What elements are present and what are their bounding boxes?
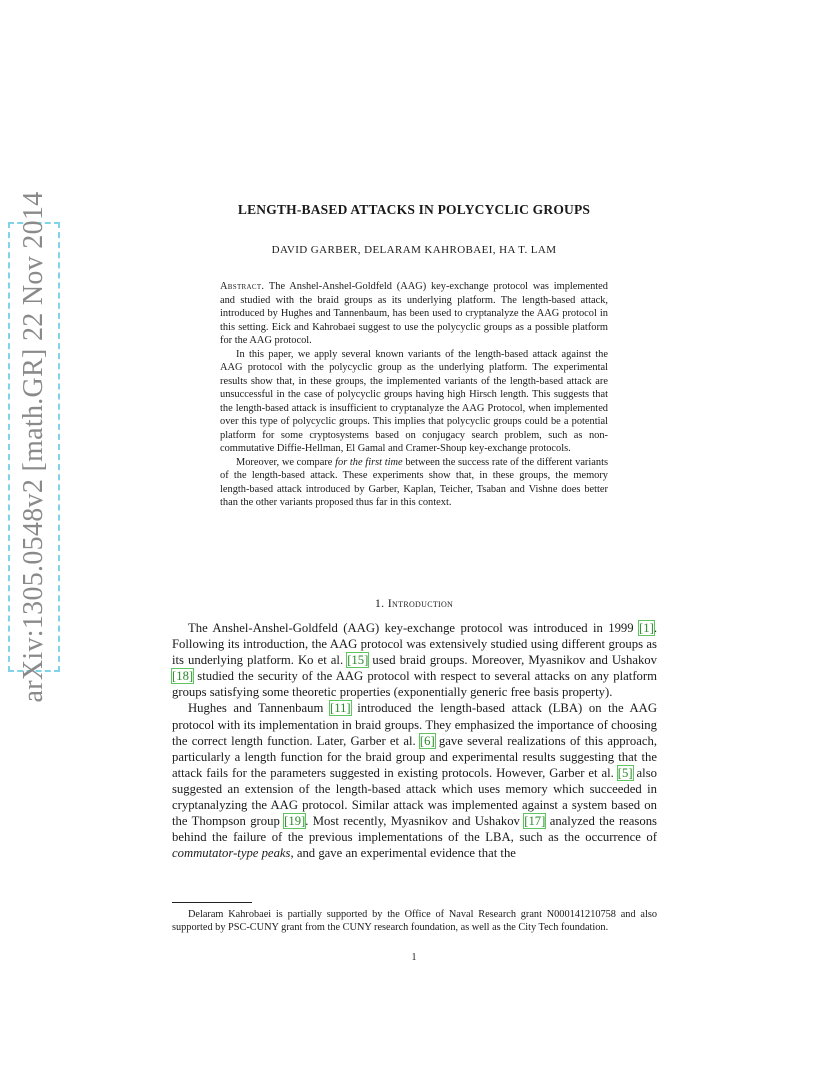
emphasis-text: commutator-type peaks bbox=[172, 846, 291, 861]
paper-title: LENGTH-BASED ATTACKS IN POLYCYCLIC GROUPS bbox=[237, 202, 591, 217]
body-paragraph bbox=[172, 700, 657, 861]
footnote-rule bbox=[172, 902, 252, 903]
citation-link[interactable]: [11] bbox=[329, 701, 351, 716]
abstract-emphasis: for the first time bbox=[335, 456, 403, 468]
body-text: The Anshel-Anshel-Goldfeld (AAG) key-exchange protocol was introduced in 1999 bbox=[188, 621, 640, 635]
abstract-text: Moreover, we compare bbox=[236, 456, 336, 468]
body-text: , and gave an experimental evidence that the bbox=[290, 846, 516, 861]
page-number: 1 bbox=[411, 952, 417, 963]
body-text: gave several realizations of this approach, particularly a length function for the braid group and experimental results suggesting that the attack fails for the parameters suggested in existing protocols. However, Garber et al. bbox=[172, 733, 657, 780]
abstract-text: between the success rate of the different variants of the length-based attack. These experiments show that, in these groups, the memory length-based attack introduced by Garber, Kaplan, Teicher, Tsaban and Vishne does better than the other variants proposed thus far in this context. bbox=[220, 456, 609, 508]
abstract bbox=[220, 280, 608, 510]
abstract-text: The Anshel-Anshel-Goldfeld (AAG) key-exchange protocol was implemented and studied with the braid groups as its underlying platform. The length-based attack, introduced by Hughes and Tannenbaum, has been used to cryptanalyze the AAG protocol in this setting. Eick and Kahrobaei suggest to use the polycyclic groups as a possible platform for the AAG protocol. bbox=[220, 281, 608, 346]
body-text: also suggested an extension of the length-based attack which uses memory which succeeded in cryptanalyzing the AAG protocol. Similar attack was implemented against a system based on the Thompson group bbox=[172, 765, 657, 829]
abstract-paragraph: In this paper, we apply several known variants of the length-based attack against the AAG protocol with the polycyclic group as the underlying platform. The experimental results show that, in these groups, the implemented variants of the length-based attack are unsuccessful in the case of polycyclic groups having high Hirsch length. This suggests that the length-based attack is insufficient to cryptanalyze the AAG Protocol, when implemented over this type of polycyclic groups. This implies that polycyclic groups could be a potential platform for some cryptosystems based on conjugacy search problem, such as non-commutative Diffie-Hellman, El Gamal and Cramer-Shoup key-exchange protocols. bbox=[220, 348, 608, 454]
section-number: 1. bbox=[374, 596, 385, 610]
citation-link[interactable]: [5] bbox=[617, 765, 633, 780]
paper-authors: DAVID GARBER, DELARAM KAHROBAEI, HA T. LAM bbox=[271, 244, 557, 256]
citation-link[interactable]: [19] bbox=[284, 814, 306, 829]
citation-link[interactable]: [17] bbox=[524, 814, 546, 829]
abstract-paragraph bbox=[220, 456, 608, 510]
body-text: . Most recently, Myasnikov and Ushakov bbox=[305, 814, 525, 829]
body-text: . Following its introduction, the AAG protocol was extensively studied using different groups as its underlying platform. Ko et al. bbox=[172, 621, 657, 668]
abstract-paragraph bbox=[220, 280, 608, 348]
body-text: introduced the length-based attack (LBA) on the AAG protocol with its implementation in braid groups. They emphasized the importance of choosing the correct length function. Later, Garber et al. bbox=[172, 701, 658, 748]
citation-link[interactable]: [1] bbox=[639, 621, 654, 635]
citation-link[interactable]: [15] bbox=[347, 653, 369, 668]
body-text: studied the security of the AAG protocol with respect to several attacks on any platform groups satisfying some theoretic properties (exponentially generic free basis property). bbox=[172, 669, 657, 700]
abstract-heading: Abstract. bbox=[220, 281, 265, 292]
section-heading bbox=[0, 596, 828, 611]
body-text: analyzed the reasons behind the failure of the previous implementations of the LBA, such as the occurrence of bbox=[172, 814, 657, 845]
citation-link[interactable]: [18] bbox=[172, 669, 194, 684]
arxiv-identifier: arXiv:1305.0548v2 [math.GR] 22 Nov 2014 bbox=[18, 191, 49, 703]
introduction-body bbox=[172, 620, 657, 861]
body-paragraph bbox=[172, 620, 657, 700]
body-text: used braid groups. Moreover, Myasnikov and Ushakov bbox=[368, 653, 657, 668]
citation-link[interactable]: [6] bbox=[419, 733, 435, 748]
footnote bbox=[172, 908, 657, 935]
footnote-text: Delaram Kahrobaei is partially supported by the Office of Naval Research grant N000141210758 and also supported by PSC-CUNY grant from the CUNY research foundation, as well as the City Tech foundation. bbox=[172, 909, 657, 934]
body-text: Hughes and Tannenbaum bbox=[188, 701, 330, 716]
section-title: Introduction bbox=[387, 596, 454, 610]
